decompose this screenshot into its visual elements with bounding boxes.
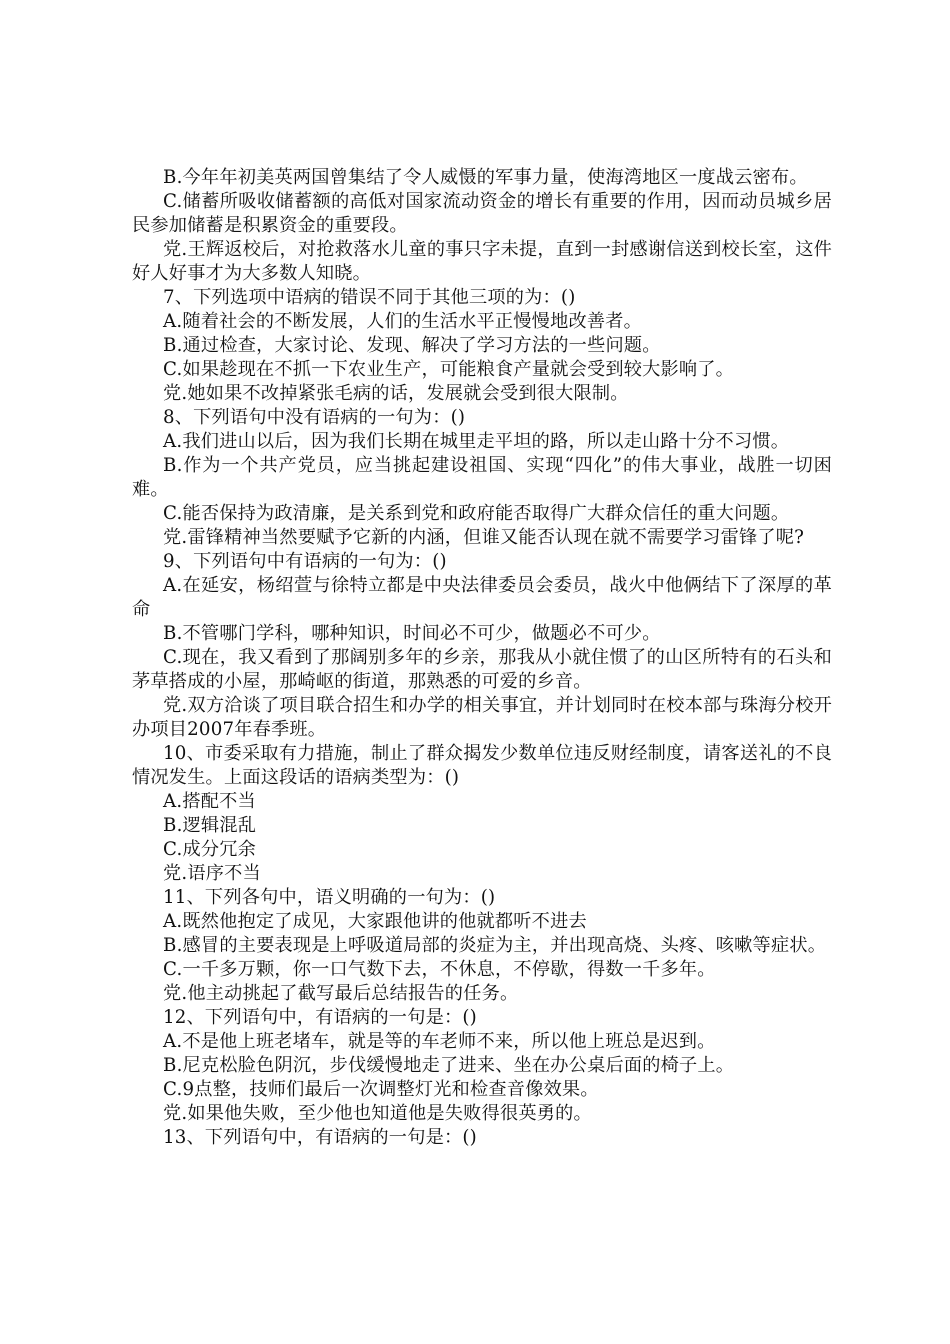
- question-8-option-c: C.能否保持为政清廉，是关系到党和政府能否取得广大群众信任的重大问题。: [163, 503, 790, 524]
- question-9-option-d: 党.双方洽谈了项目联合招生和办学的相关事宜，并计划同时在校本部与珠海分校开办项目2007年春季班。: [132, 695, 832, 740]
- question-13: 13、下列语句中，有语病的一句是：(): [163, 1127, 477, 1148]
- question-11-option-c: C.一千多万颗，你一口气数下去，不休息，不停歇，得数一千多年。: [163, 959, 716, 980]
- question-10-option-d: 党.语序不当: [163, 863, 261, 884]
- question-12: 12、下列语句中，有语病的一句是：(): [163, 1007, 477, 1028]
- question-12-option-d: 党.如果他失败，至少他也知道他是失败得很英勇的。: [163, 1103, 592, 1124]
- question-7-option-a: A.随着社会的不断发展，人们的生活水平正慢慢地改善者。: [163, 311, 643, 332]
- question-8-option-d: 党.雷锋精神当然要赋予它新的内涵，但谁又能否认现在就不需要学习雷锋了呢?: [163, 527, 805, 548]
- question-8-option-b: B.作为一个共产党员，应当挑起建设祖国、实现“四化”的伟大事业，战胜一切困难。: [132, 455, 832, 500]
- question-7-option-b: B.通过检查，大家讨论、发现、解决了学习方法的一些问题。: [163, 335, 661, 356]
- document-body: [132, 166, 832, 1150]
- question-9-option-a: A.在延安，杨绍萱与徐特立都是中央法律委员会委员，战火中他俩结下了深厚的革命: [132, 575, 832, 620]
- question-11: 11、下列各句中，语义明确的一句为：(): [163, 887, 496, 908]
- question-10-option-b: B.逻辑混乱: [163, 815, 257, 836]
- question-11-option-d: 党.他主动挑起了截写最后总结报告的任务。: [163, 983, 519, 1004]
- question-8: 8、下列语句中没有语病的一句为：(): [163, 407, 466, 428]
- question-12-option-a: A.不是他上班老堵车，就是等的车老师不来，所以他上班总是迟到。: [163, 1031, 716, 1052]
- question-8-option-a: A.我们进山以后，因为我们长期在城里走平坦的路，所以走山路十分不习惯。: [163, 431, 790, 452]
- question-9: 9、下列语句中有语病的一句为：(): [163, 551, 447, 572]
- question-7: 7、下列选项中语病的错误不同于其他三项的为：(): [163, 287, 576, 308]
- question-12-option-b: B.尼克松脸色阴沉，步伐缓慢地走了进来、坐在办公桌后面的椅子上。: [163, 1055, 735, 1076]
- question-11-option-a: A.既然他抱定了成见，大家跟他讲的他就都听不进去: [163, 911, 587, 932]
- question-11-option-b: B.感冒的主要表现是上呼吸道局部的炎症为主，并出现高烧、头疼、咳嗽等症状。: [163, 935, 827, 956]
- question-9-option-c: C.现在，我又看到了那阔别多年的乡亲，那我从小就住惯了的山区所特有的石头和茅草搭成的小屋，那崎岖的街道，那熟悉的可爱的乡音。: [132, 647, 832, 692]
- question-10-option-c: C.成分冗余: [163, 839, 256, 860]
- paragraph-option-d: 党.王辉返校后，对抢救落水儿童的事只字未提，直到一封感谢信送到校长室，这件好人好事才为大多数人知晓。: [132, 239, 832, 284]
- question-12-option-c: C.9点整，技师们最后一次调整灯光和检查音像效果。: [163, 1079, 599, 1100]
- question-9-option-b: B.不管哪门学科，哪种知识，时间必不可少，做题必不可少。: [163, 623, 661, 644]
- paragraph-option-b: B.今年年初美英两国曾集结了令人威慑的军事力量，使海湾地区一度战云密布。: [163, 167, 808, 188]
- question-10-option-a: A.搭配不当: [163, 791, 256, 812]
- paragraph-option-c: C.储蓄所吸收储蓄额的高低对国家流动资金的增长有重要的作用，因而动员城乡居民参加储蓄是积累资金的重要段。: [132, 191, 832, 236]
- question-7-option-c: C.如果趁现在不抓一下农业生产，可能粮食产量就会受到较大影响了。: [163, 359, 735, 380]
- question-7-option-d: 党.她如果不改掉紧张毛病的话，发展就会受到很大限制。: [163, 383, 629, 404]
- question-10: 10、市委采取有力措施，制止了群众揭发少数单位违反财经制度，请客送礼的不良情况发生。上面这段话的语病类型为：(): [132, 743, 832, 788]
